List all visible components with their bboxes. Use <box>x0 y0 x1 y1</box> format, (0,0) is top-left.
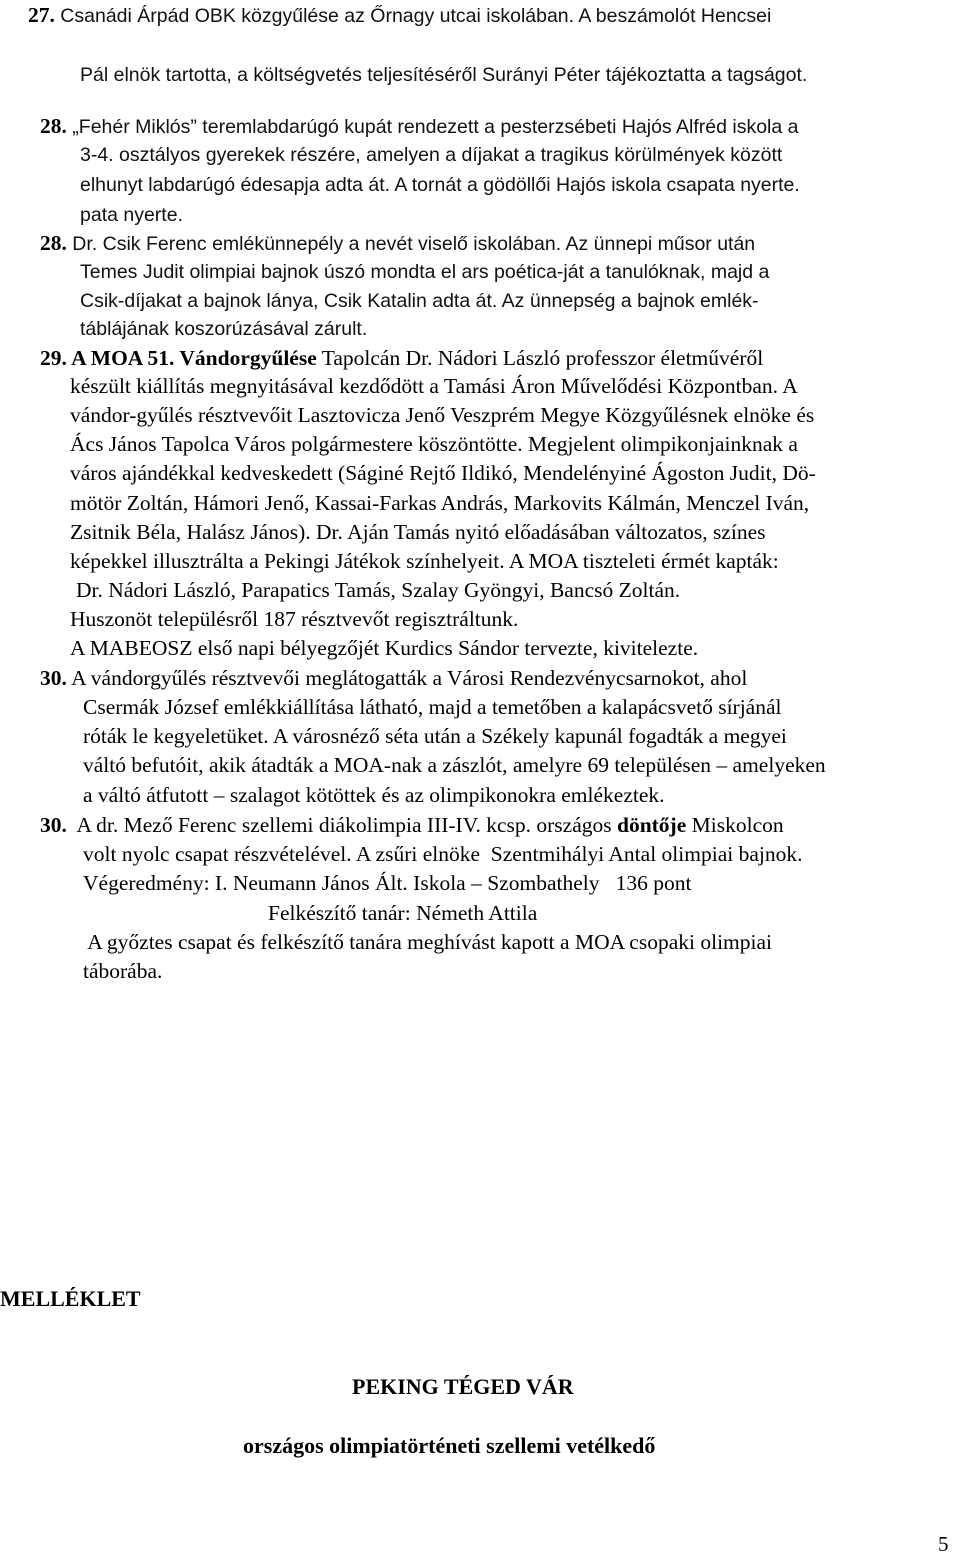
item-28a-line-2: 3-4. osztályos gyerekek részére, amelyen a díjakat a tragikus körülmények között <box>80 144 783 166</box>
item-29-line-11: A MABEOSZ első napi bélyegzőjét Kurdics Sándor tervezte, kivitelezte. <box>70 636 699 660</box>
item-29-line-9: Dr. Nádori László, Parapatics Tamás, Szalay Gyöngyi, Bancsó Zoltán. <box>76 578 681 602</box>
item-30b-line-3: Végeredmény: I. Neumann János Ált. Iskola – Szombathely 136 pont <box>83 871 692 895</box>
item-30a-text-1: A vándorgyűlés résztvevői meglátogatták a Városi Rendezvénycsarnokot, ahol <box>66 666 748 690</box>
item-30b-line-5: A győztes csapat és felkészítő tanára meghívást kapott a MOA csopaki olimpiai <box>83 930 773 954</box>
item-30a-line-5: a váltó átfutott – szalagot kötöttek és az olimpikonokra emlékeztek. <box>83 783 665 807</box>
page-number: 5 <box>938 1532 949 1556</box>
item-27-line-2: Pál elnök tartotta, a költségvetés teljesítéséről Surányi Péter tájékoztatta a tagságot. <box>80 64 808 86</box>
appendix-title: PEKING TÉGED VÁR <box>352 1374 574 1399</box>
item-28a-line-4: pata nyerte. <box>80 204 183 226</box>
item-27-line-1 <box>28 2 771 29</box>
item-30b-text-1-bold: döntője <box>616 813 687 837</box>
item-28b-line-2: Temes Judit olimpiai bajnok úszó mondta el ars poética-ját a tanulóknak, majd a <box>80 261 770 283</box>
item-29-line-3: vándor-gyűlés résztvevőit Lasztovicza Jenő Veszprém Megye Közgyűlésnek elnöke és <box>70 403 815 427</box>
item-29-line-1 <box>40 345 763 371</box>
item-29-text-1: Tapolcán Dr. Nádori László professzor életművéről <box>316 346 764 370</box>
item-30b-line-2: volt nyolc csapat részvételével. A zsűri elnöke Szentmihályi Antal olimpiai bajnok. <box>83 842 803 866</box>
item-30b-line-4: Felkészítő tanár: Németh Attila <box>268 901 538 925</box>
item-28a-number: 28. <box>40 114 67 138</box>
item-30b-number: 30. <box>40 813 67 837</box>
item-29-line-6: mötör Zoltán, Hámori Jenő, Kassai-Farkas András, Markovits Kálmán, Menczel Iván, <box>70 491 810 515</box>
item-30b-text-1b: Miskolcon <box>686 813 784 837</box>
appendix-subtitle: országos olimpiatörténeti szellemi vetélkedő <box>243 1433 656 1458</box>
item-27-text-1: Csanádi Árpád OBK közgyűlése az Őrnagy utcai iskolában. A beszámolót Hencsei <box>54 5 772 27</box>
appendix-heading: MELLÉKLET <box>0 1286 141 1311</box>
item-29-line-2: készült kiállítás megnyitásával kezdődött a Tamási Áron Művelődési Központban. A <box>70 374 798 398</box>
item-28b-line-4: táblájának koszorúzásával zárult. <box>80 318 368 340</box>
item-28a-line-3: elhunyt labdarúgó édesapja adta át. A tornát a gödöllői Hajós iskola csapata nyerte. <box>80 174 800 196</box>
item-29-line-10: Huszonöt településről 187 résztvevőt regisztráltunk. <box>70 607 519 631</box>
item-29-line-8: képekkel illusztrálta a Pekingi Játékok színhelyeit. A MOA tiszteleti érmét kapták: <box>70 549 779 573</box>
item-29-line-7: Zsitnik Béla, Halász János). Dr. Aján Tamás nyitó előadásában változatos, színes <box>70 520 766 544</box>
item-30a-line-3: róták le kegyeletüket. A városnéző séta után a Székely kapunál fogadták a megyei <box>83 724 787 748</box>
item-29-line-4: Ács János Tapolca Város polgármestere köszöntötte. Megjelent olimpikonjainknak a <box>70 432 798 456</box>
item-29-heading: 29. A MOA 51. Vándorgyűlése <box>40 346 317 370</box>
item-28a-text-1: „Fehér Miklós” teremlabdarúgó kupát rendezett a pesterzsébeti Hajós Alfréd iskola a <box>66 116 799 138</box>
item-30a-line-2: Csermák József emlékkiállítása látható, majd a temetőben a kalapácsvető sírjánál <box>83 695 782 719</box>
item-29-line-5: város ajándékkal kedveskedett (Ságiné Rejtő Ildikó, Mendelényiné Ágoston Judit, Dö- <box>70 461 816 485</box>
item-28b-number: 28. <box>40 231 67 255</box>
item-28b-text-1: Dr. Csik Ferenc emlékünnepély a nevét viselő iskolában. Az ünnepi műsor után <box>66 233 756 255</box>
item-30b-line-1 <box>40 812 784 838</box>
item-30a-line-1 <box>40 665 747 691</box>
item-28b-line-3: Csik-díjakat a bajnok lánya, Csik Katalin adta át. Az ünnepség a bajnok emlék- <box>80 290 759 312</box>
item-30a-line-4: váltó befutóit, akik átadták a MOA-nak a zászlót, amelyre 69 településen – amelyeken <box>83 753 826 777</box>
item-30b-text-1a: A dr. Mező Ferenc szellemi diákolimpia III-IV. kcsp. országos <box>66 813 617 837</box>
item-27-number: 27. <box>28 3 55 27</box>
item-28b-line-1 <box>40 230 755 257</box>
item-28a-line-1 <box>40 113 799 140</box>
item-30a-number: 30. <box>40 666 67 690</box>
item-30b-line-6: táborába. <box>83 959 163 983</box>
